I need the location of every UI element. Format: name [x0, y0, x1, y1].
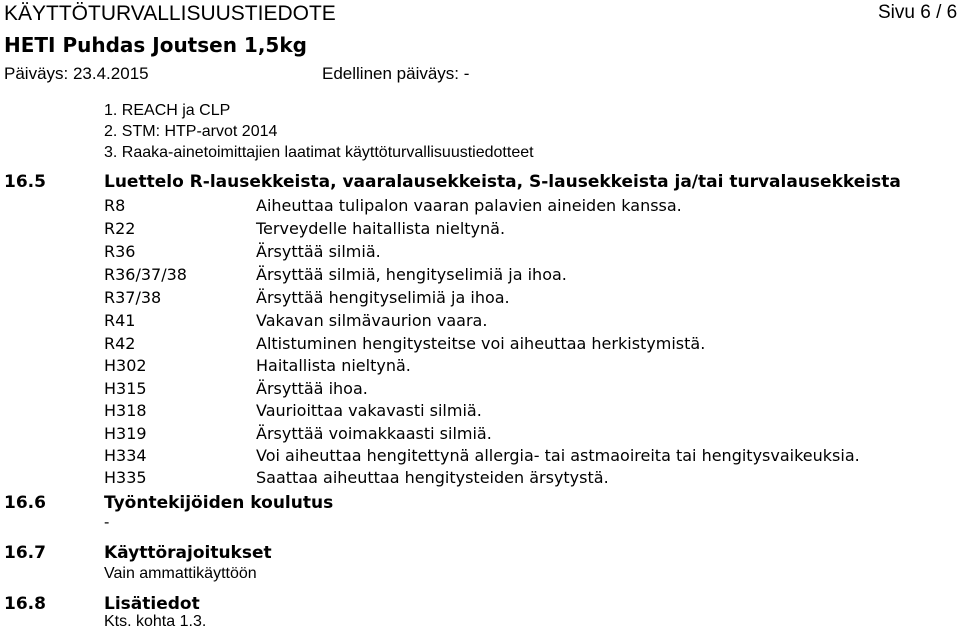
section-title: Käyttörajoitukset	[104, 543, 272, 563]
section-title: Luettelo R-lausekkeista, vaaralausekkeista, S-lausekkeista ja/tai turvalausekkeista	[104, 172, 901, 192]
phrase-code: R36/37/38	[104, 265, 187, 284]
phrase-text: Vakavan silmävaurion vaara.	[256, 311, 488, 330]
section-title: Työntekijöiden koulutus	[104, 493, 334, 513]
phrase-code: H334	[104, 446, 147, 465]
phrase-code: H319	[104, 424, 147, 443]
phrase-text: Ärsyttää voimakkaasti silmiä.	[256, 424, 492, 443]
phrase-code: H318	[104, 401, 147, 420]
phrase-text: Ärsyttää silmiä, hengityselimiä ja ihoa.	[256, 265, 567, 284]
page-number: Sivu 6 / 6	[878, 2, 958, 23]
section-number: 16.7	[4, 543, 46, 563]
section-number: 16.8	[4, 594, 46, 614]
product-name: HETI Puhdas Joutsen 1,5kg	[4, 33, 307, 57]
section-number: 16.5	[4, 172, 46, 192]
section-text: Vain ammattikäyttöön	[104, 565, 257, 582]
section-title: Lisätiedot	[104, 594, 200, 614]
phrase-text: Altistuminen hengitysteitse voi aiheuttaa herkistymistä.	[256, 334, 706, 353]
section-text: -	[104, 514, 110, 531]
previous-date: Edellinen päiväys: -	[322, 64, 470, 83]
phrase-text: Ärsyttää silmiä.	[256, 242, 381, 261]
source-item: 1. REACH ja CLP	[104, 102, 231, 119]
document-title: KÄYTTÖTURVALLISUUSTIEDOTE	[4, 2, 336, 25]
phrase-code: R41	[104, 311, 136, 330]
phrase-text: Voi aiheuttaa hengitettynä allergia- tai astmaoireita tai hengitysvaikeuksia.	[256, 446, 860, 465]
phrase-text: Aiheuttaa tulipalon vaaran palavien aineiden kanssa.	[256, 196, 682, 215]
phrase-text: Haitallista nieltynä.	[256, 356, 411, 375]
section-number: 16.6	[4, 493, 46, 513]
phrase-text: Saattaa aiheuttaa hengitysteiden ärsytystä.	[256, 468, 609, 487]
source-item: 3. Raaka-ainetoimittajien laatimat käyttöturvallisuustiedotteet	[104, 144, 534, 161]
issue-date: Päiväys: 23.4.2015	[4, 64, 149, 83]
phrase-code: H335	[104, 468, 147, 487]
phrase-code: H315	[104, 379, 147, 398]
section-text: Kts. kohta 1.3.	[104, 613, 207, 630]
phrase-text: Ärsyttää hengityselimiä ja ihoa.	[256, 288, 510, 307]
phrase-code: R37/38	[104, 288, 162, 307]
phrase-code: R36	[104, 242, 136, 261]
phrase-text: Terveydelle haitallista nieltynä.	[256, 219, 506, 238]
phrase-code: R42	[104, 334, 136, 353]
phrase-text: Vaurioittaa vakavasti silmiä.	[256, 401, 482, 420]
phrase-code: H302	[104, 356, 147, 375]
phrase-code: R22	[104, 219, 136, 238]
phrase-text: Ärsyttää ihoa.	[256, 379, 368, 398]
source-item: 2. STM: HTP-arvot 2014	[104, 123, 278, 140]
phrase-code: R8	[104, 196, 126, 215]
